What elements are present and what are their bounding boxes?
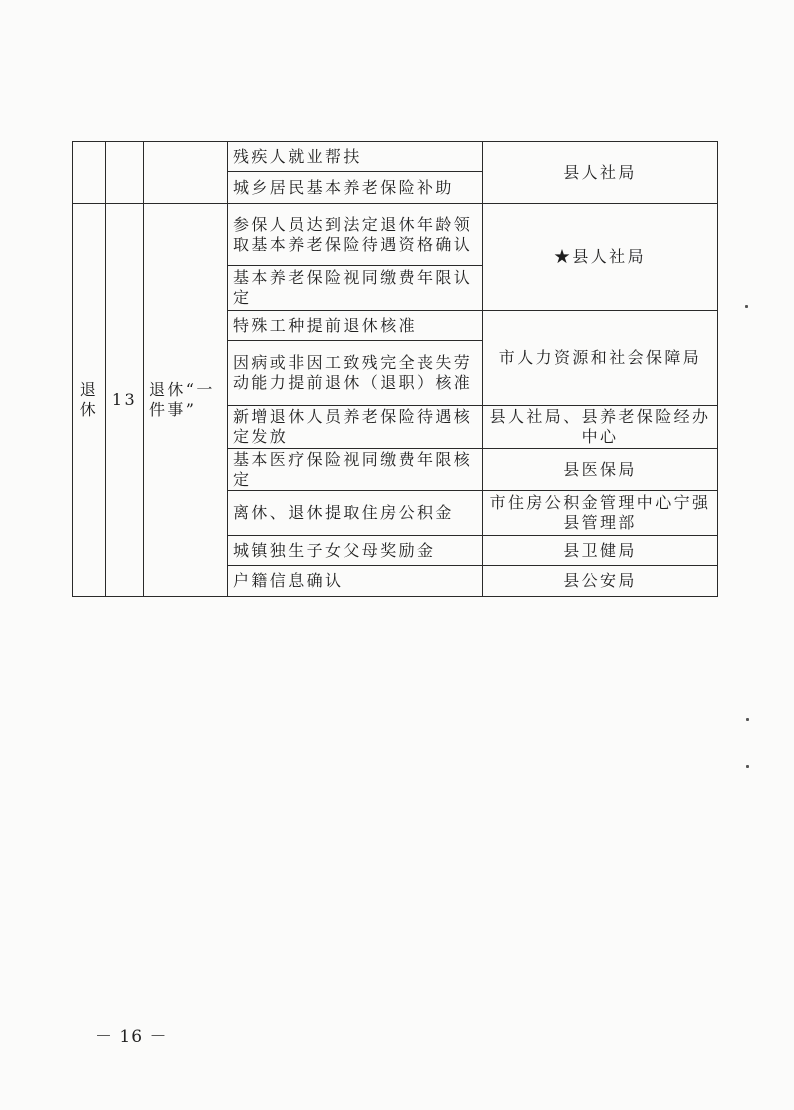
category-cell-empty (73, 142, 106, 204)
category-cell (73, 204, 106, 597)
item-cell: 残疾人就业帮扶 (228, 142, 483, 172)
item-cell: 城镇独生子女父母奖励金 (228, 536, 483, 566)
dept-cell: 县公安局 (483, 566, 718, 597)
number-cell-empty (106, 142, 144, 204)
item-cell: 户籍信息确认 (228, 566, 483, 597)
table-row (73, 142, 718, 172)
dept-cell: 县人社局 (483, 142, 718, 204)
table-row (73, 204, 718, 266)
name-cell-empty (144, 142, 228, 204)
service-name-cell (144, 204, 228, 597)
item-cell: 因病或非因工致残完全丧失劳动能力提前退休（退职）核准 (228, 341, 483, 406)
dept-cell: ★县人社局 (483, 204, 718, 311)
number-cell: 13 (106, 204, 144, 597)
item-cell: 离休、退休提取住房公积金 (228, 491, 483, 536)
item-cell: 基本医疗保险视同缴费年限核定 (228, 449, 483, 491)
dept-cell: 县卫健局 (483, 536, 718, 566)
category-char: 退 (79, 380, 99, 399)
dept-cell: 市住房公积金管理中心宁强县管理部 (483, 491, 718, 536)
item-cell: 基本养老保险视同缴费年限认定 (228, 266, 483, 311)
category-char: 休 (79, 400, 99, 419)
scan-speck (745, 305, 748, 308)
item-cell: 城乡居民基本养老保险补助 (228, 172, 483, 204)
page-number: － 16 － (95, 1027, 168, 1047)
dept-cell: 市人力资源和社会保障局 (483, 311, 718, 406)
item-cell: 参保人员达到法定退休年龄领取基本养老保险待遇资格确认 (228, 204, 483, 266)
scan-speck (746, 765, 749, 768)
scan-speck (746, 718, 749, 721)
item-cell: 特殊工种提前退休核准 (228, 311, 483, 341)
dept-cell: 县医保局 (483, 449, 718, 491)
dept-cell: 县人社局、县养老保险经办中心 (483, 406, 718, 449)
item-cell: 新增退休人员养老保险待遇核定发放 (228, 406, 483, 449)
service-name-line: 件事” (149, 400, 197, 419)
service-name-line: 退休“一 (149, 380, 215, 399)
service-table (72, 141, 718, 597)
